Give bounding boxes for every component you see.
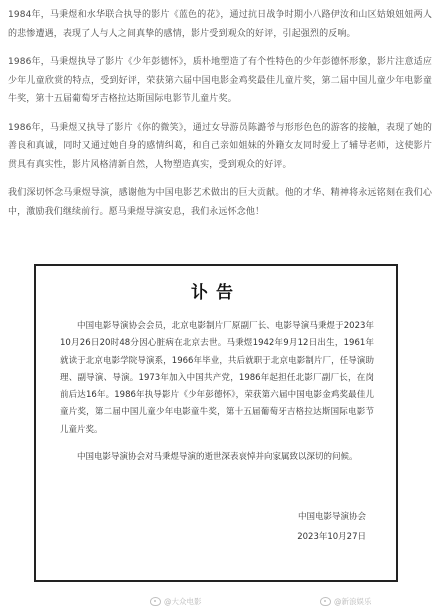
article-text bbox=[8, 6, 432, 231]
obituary-notice-box bbox=[34, 264, 398, 582]
notice-title: 讣告 bbox=[191, 283, 241, 303]
article-paragraph-4: 我们深切怀念马秉煜导演，感谢他为中国电影艺术做出的巨大贡献。他的才华、精神将永远铭刻在我们心中，激励我们继续前行。愿马秉煜导演安息，我们永远怀念他！ bbox=[8, 188, 432, 217]
weibo-icon bbox=[150, 597, 161, 606]
watermark-right-text: @新浪娱乐 bbox=[334, 597, 372, 606]
watermark-right bbox=[320, 596, 372, 607]
notice-body bbox=[60, 318, 374, 476]
notice-signature-date: 2023年10月27日 bbox=[297, 532, 366, 542]
article-paragraph-1: 1984年，马秉煜和水华联合执导的影片《蓝色的花》，通过抗日战争时期小八路伊汝和山区姑娘妞妞两人的悲惨遭遇，表现了人与人之间真挚的感情，影片受到观众的好评，引起强烈的反响。 bbox=[8, 10, 432, 39]
article-paragraph-3: 1986年，马秉煜又执导了影片《你的微笑》，通过女导游员陈潞爷与形形色色的游客的接触，表现了她的善良和真诚，同时又通过她自身的感情纠葛，和自己亲如姐妹的外籍女友同时爱上了辅导老师，这使影片贯具有真实性，影片风格清新自然，人物塑造真实，受到观众的好评。 bbox=[8, 122, 432, 170]
watermark-left bbox=[150, 596, 202, 607]
watermark-left-text: @大众电影 bbox=[164, 597, 202, 606]
article-paragraph-2: 1986年，马秉煜执导了影片《少年彭德怀》，质朴地塑造了有个性特色的少年彭德怀形象，影片注意适应少年儿童欣赏的特点，受到好评，荣获第六届中国电影金鸡奖最佳儿童片奖，第二届中国儿童少年电影童牛奖，第十五届葡萄牙吉格拉达斯国际电影节儿童片奖。 bbox=[8, 57, 432, 104]
notice-signature-org: 中国电影导演协会 bbox=[297, 512, 366, 522]
weibo-icon bbox=[320, 597, 331, 606]
notice-paragraph-2: 中国电影导演协会对马秉煜导演的逝世深表哀悼并向家属致以深切的问候。 bbox=[77, 452, 358, 463]
notice-paragraph-1: 中国电影导演协会会员，北京电影制片厂原副厂长、电影导演马秉煜于2023年10月26日20时48分因心脏病在北京去世。马秉煜1942年9月12日出生，1961年就读于北京电影学院导演系，1966年毕业，共后就职于北京电影制片厂，任导演助理、副导演、导演。1973年加入中国共产党，1986年起担任北影厂副厂长，在岗前后达16年。1986年执导影片《少年彭德怀》，荣获第六届中国电影金鸡奖最佳儿童片奖，第二届中国儿童少年电影童牛奖，第十五届葡萄牙吉格拉达斯国际电影节儿童片奖。 bbox=[60, 321, 374, 435]
